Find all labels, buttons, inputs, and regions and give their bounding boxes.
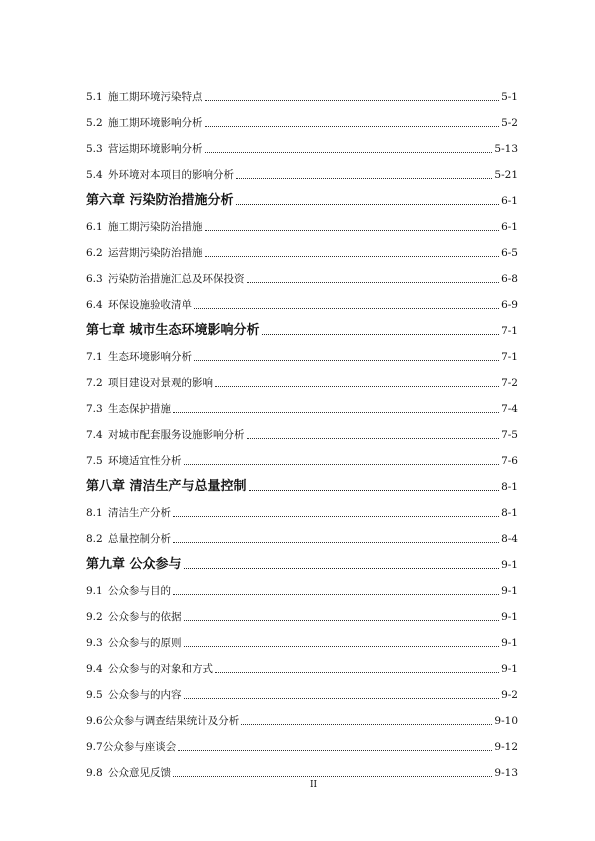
dot-leader [184,463,500,465]
dot-leader [173,541,499,543]
toc-title: 施工期环境影响分析 [108,117,203,129]
dot-leader [215,671,499,673]
toc-title: 污染防治措施汇总及环保投资 [108,273,245,285]
toc-number: 8.1 [86,507,103,519]
dot-leader [247,281,500,283]
toc-title: 公众参与的原则 [108,637,182,649]
toc-entry-6-2[interactable] [86,234,518,260]
chapter-title: 第九章 公众参与 [86,557,182,572]
dot-leader [205,125,500,127]
toc-title: 施工期环境污染特点 [108,91,203,103]
dot-leader [249,489,500,491]
toc-title: 公众参与座谈会 [102,741,177,753]
dot-leader [205,99,500,101]
dot-leader [173,775,492,777]
toc-title: 公众参与目的 [108,585,171,597]
toc-number: 5.4 [86,169,103,181]
toc-entry-9-7[interactable] [86,728,518,754]
dot-leader [173,593,499,595]
toc-number: 9.2 [86,611,103,623]
toc-entry-9-2[interactable] [86,598,518,624]
toc-title: 施工期污染防治措施 [108,221,203,233]
dot-leader [184,567,500,569]
toc-page-number: 7-1 [501,351,518,363]
toc-page-number: 5-21 [494,169,518,181]
toc-title: 总量控制分析 [108,533,171,545]
dot-leader [236,203,500,205]
toc-page-number: 9-12 [494,741,518,753]
toc-entry-7-4[interactable] [86,416,518,442]
toc-page-number: 6-1 [501,195,518,207]
toc-title: 公众参与的对象和方式 [108,663,213,675]
toc-number: 5.2 [86,117,103,129]
toc-page-number: 5-1 [501,91,518,103]
toc-number: 5.3 [86,143,103,155]
toc-title: 公众参与的依据 [108,611,182,623]
toc-page-number: 7-6 [501,455,518,467]
toc-page-number: 9-1 [501,663,518,675]
dot-leader [205,229,500,231]
chapter-title: 第七章 城市生态环境影响分析 [86,323,260,338]
toc-title: 外环境对本项目的影响分析 [108,169,234,181]
toc-number: 9.1 [86,585,103,597]
toc-title: 清洁生产分析 [108,507,171,519]
toc-entry-6-4[interactable] [86,286,518,312]
toc-page-number: 9-1 [501,611,518,623]
toc-title: 运营期污染防治措施 [108,247,203,259]
toc-number: 7.4 [86,429,103,441]
toc-number: 9.4 [86,663,103,675]
toc-page-number: 9-10 [494,715,518,727]
dot-leader [173,515,499,517]
toc-title: 环保设施验收清单 [108,299,192,311]
toc-number: 6.4 [86,299,103,311]
dot-leader [262,333,500,335]
toc-number: 9.5 [86,689,103,701]
toc-title: 生态环境影响分析 [108,351,192,363]
toc-page-number: 7-1 [501,325,518,337]
toc-page-number: 6-1 [501,221,518,233]
toc-title: 环境适宜性分析 [108,455,182,467]
toc-page-number: 8-4 [501,533,518,545]
toc-entry-5-3[interactable] [86,130,518,156]
toc-chapter-7[interactable] [86,312,518,338]
toc-page-number: 9-1 [501,585,518,597]
toc-chapter-8[interactable] [86,468,518,494]
toc-entry-9-8[interactable] [86,754,518,780]
toc-page-number: 9-1 [501,637,518,649]
toc-number: 6.1 [86,221,103,233]
dot-leader [178,749,492,751]
toc-chapter-6[interactable] [86,182,518,208]
toc-entry-7-1[interactable] [86,338,518,364]
toc-page-number: 8-1 [501,481,518,493]
toc-entry-9-1[interactable] [86,572,518,598]
dot-leader [194,359,499,361]
dot-leader [205,151,493,153]
toc-title: 对城市配套服务设施影响分析 [108,429,245,441]
toc-number: 6.2 [86,247,103,259]
dot-leader [215,385,499,387]
toc-page-number: 8-1 [501,507,518,519]
toc-page-number: 6-5 [501,247,518,259]
page-number-footer: II [309,780,318,790]
toc-number: 9.3 [86,637,103,649]
dot-leader [184,645,500,647]
toc-entry-9-4[interactable] [86,650,518,676]
toc-entry-6-1[interactable] [86,208,518,234]
toc-entry-6-3[interactable] [86,260,518,286]
toc-title: 公众参与的内容 [108,689,182,701]
toc-entry-7-2[interactable] [86,364,518,390]
toc-number: 7.5 [86,455,103,467]
toc-page-number: 9-13 [494,767,518,779]
toc-page-number: 9-1 [501,559,518,571]
toc-page-number: 6-8 [501,273,518,285]
toc-number: 6.3 [86,273,103,285]
toc-page-number: 9-2 [501,689,518,701]
toc-title: 项目建设对景观的影响 [108,377,213,389]
toc-page-number: 7-4 [501,403,518,415]
dot-leader [194,307,499,309]
dot-leader [236,177,492,179]
toc-page-number: 6-9 [501,299,518,311]
dot-leader [205,255,500,257]
toc-entry-9-5[interactable] [86,676,518,702]
dot-leader [241,723,492,725]
toc-title: 公众意见反馈 [108,767,171,779]
toc-entry-8-1[interactable] [86,494,518,520]
toc-number: 5.1 [86,91,103,103]
toc-number: 7.3 [86,403,103,415]
toc-title: 生态保护措施 [108,403,171,415]
toc-entry-5-4[interactable] [86,156,518,182]
toc-entry-5-1[interactable] [86,78,518,104]
chapter-title: 第八章 清洁生产与总量控制 [86,479,247,494]
dot-leader [173,411,499,413]
toc-entry-9-6[interactable] [86,702,518,728]
dot-leader [184,619,500,621]
toc-number: 9.7 [86,741,103,753]
toc-entry-9-3[interactable] [86,624,518,650]
toc-page-number: 5-2 [501,117,518,129]
toc-entry-5-2[interactable] [86,104,518,130]
toc-entry-7-3[interactable] [86,390,518,416]
toc-title: 公众参与调查结果统计及分析 [102,715,240,727]
dot-leader [247,437,500,439]
toc-number: 9.8 [86,767,103,779]
toc-page-number: 7-2 [501,377,518,389]
table-of-contents [86,78,518,780]
toc-number: 8.2 [86,533,103,545]
toc-title: 营运期环境影响分析 [108,143,203,155]
toc-number: 7.2 [86,377,103,389]
toc-chapter-9[interactable] [86,546,518,572]
toc-entry-8-2[interactable] [86,520,518,546]
toc-page-number: 5-13 [494,143,518,155]
toc-number: 9.6 [86,715,103,727]
dot-leader [184,697,500,699]
toc-entry-7-5[interactable] [86,442,518,468]
toc-number: 7.1 [86,351,103,363]
toc-page-number: 7-5 [501,429,518,441]
chapter-title: 第六章 污染防治措施分析 [86,193,234,208]
